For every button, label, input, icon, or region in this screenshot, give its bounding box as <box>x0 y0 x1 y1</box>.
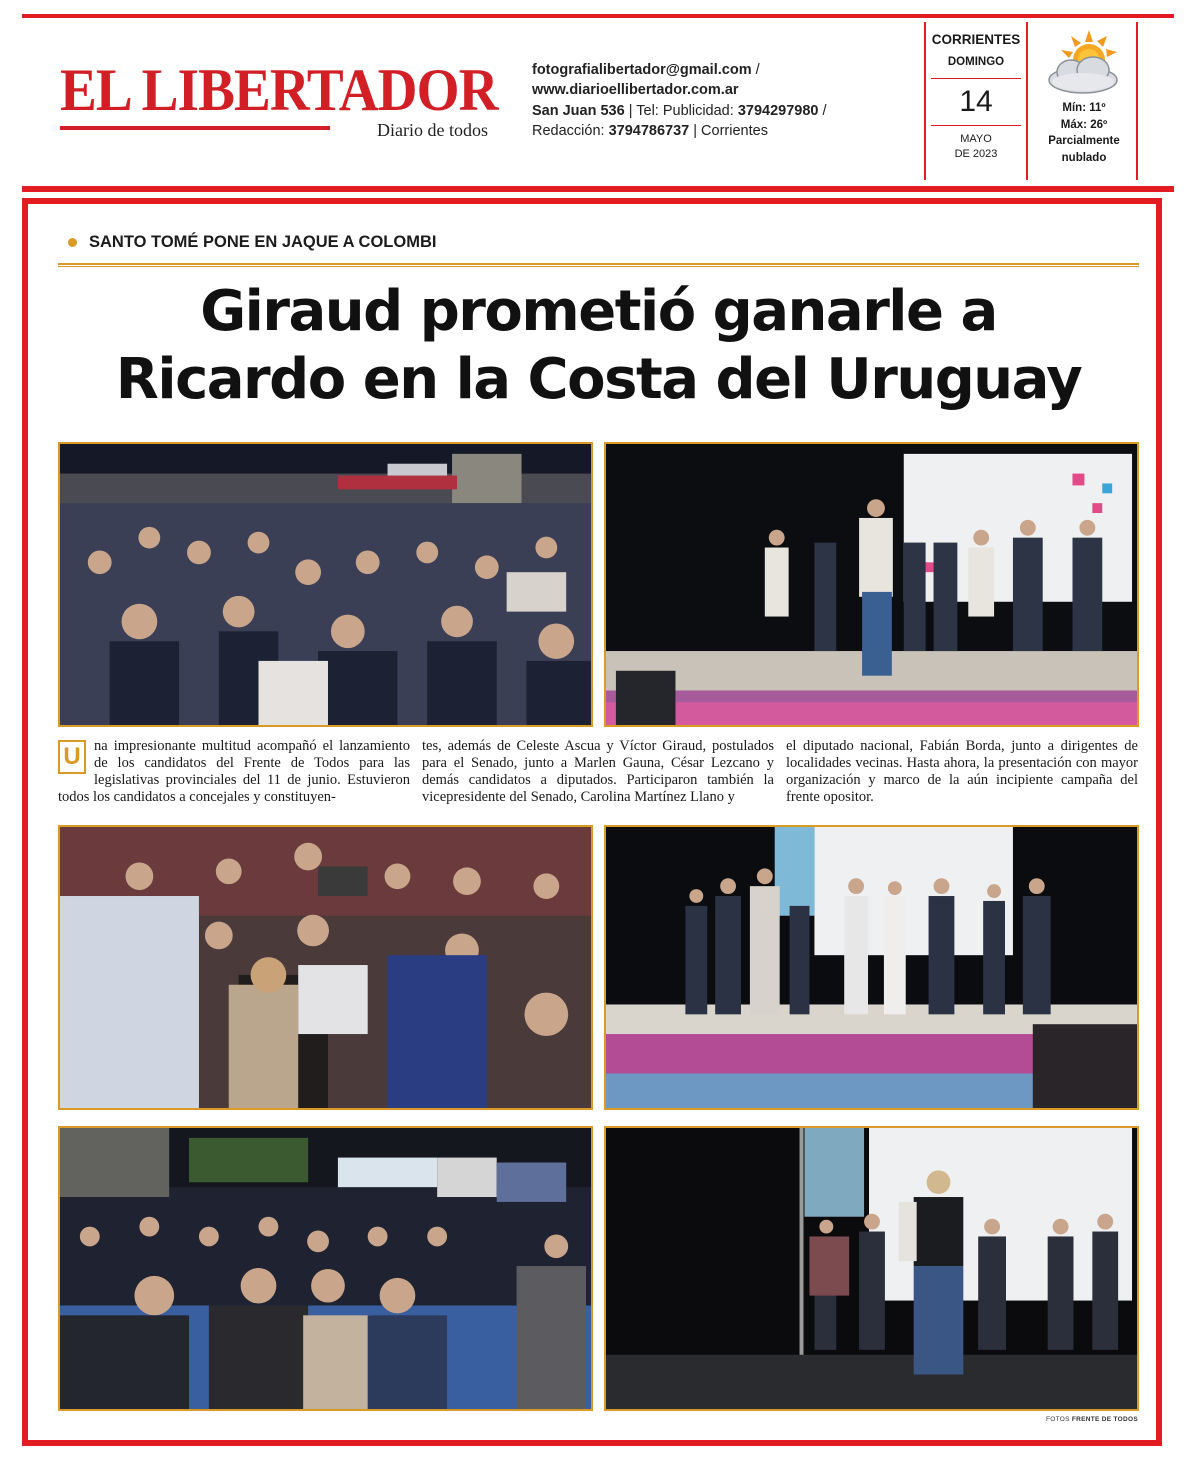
weather-condition-2: nublado <box>1061 152 1107 165</box>
photo-credit-name: FRENTE DE TODOS <box>1071 1416 1138 1423</box>
stage-applause-image <box>606 827 1137 1108</box>
photo-stage-candidates[interactable] <box>604 442 1139 727</box>
date-day-box <box>931 78 1021 126</box>
photo-credit <box>1046 1416 1138 1423</box>
contact-separator: / <box>818 102 827 119</box>
contact-info <box>532 60 827 141</box>
contact-city: | Corrientes <box>689 122 768 139</box>
kicker-rule <box>58 263 1139 267</box>
article-headline[interactable] <box>58 278 1139 414</box>
photo-stage-celebration[interactable] <box>604 1126 1139 1411</box>
masthead <box>22 22 1174 184</box>
photo-crowd-greeting[interactable] <box>58 825 593 1110</box>
headline-line-1: Giraud prometió ganarle a <box>200 279 997 344</box>
contact-separator: / <box>751 62 760 78</box>
contact-tel-label: | Tel: Publicidad: <box>624 102 738 119</box>
photo-credit-prefix: FOTOS <box>1045 1416 1072 1423</box>
weather-box <box>1032 22 1138 180</box>
contact-redaccion-label: Redacción: <box>532 122 609 139</box>
weather-min: Mín: 11º <box>1062 102 1106 114</box>
contact-website[interactable]: www.diarioellibertador.com.ar <box>532 82 739 99</box>
contact-email[interactable]: fotografialibertador@gmail.com <box>532 62 752 78</box>
logo-tagline: Diario de todos <box>377 120 488 140</box>
date-month: MAYO <box>960 133 992 145</box>
weather-condition: Parcialmente <box>1048 135 1120 148</box>
partly-cloudy-icon <box>1041 28 1127 98</box>
stage-candidates-image <box>606 444 1137 725</box>
photo-crowd-rally[interactable] <box>58 442 593 727</box>
newspaper-logo[interactable] <box>60 57 498 140</box>
contact-address: San Juan 536 <box>532 102 625 119</box>
date-box <box>924 22 1028 180</box>
photo-seated-audience[interactable] <box>58 1126 593 1411</box>
logo-underline <box>60 126 330 130</box>
article-body <box>58 738 1139 814</box>
crowd-rally-image <box>60 444 591 725</box>
article-column-1 <box>58 738 410 806</box>
bullet-icon <box>68 238 77 247</box>
contact-tel-redaccion: 3794786737 <box>608 122 690 139</box>
date-day-of-week: DOMINGO <box>947 56 1005 68</box>
article-kicker <box>68 233 436 252</box>
photo-stage-applause[interactable] <box>604 825 1139 1110</box>
contact-tel-publicidad: 3794297980 <box>737 102 819 119</box>
crowd-greeting-image <box>60 827 591 1108</box>
headline-line-2: Ricardo en la Costa del Uruguay <box>115 347 1082 412</box>
date-year: DE 2023 <box>954 147 998 160</box>
kicker-text: SANTO TOMÉ PONE EN JAQUE A COLOMBI <box>89 233 437 251</box>
weather-details <box>1032 100 1136 167</box>
article-column-2: tes, además de Celeste Ascua y Víctor Giraud, postulados para el Senado, junto a Marlen Gauna, César Lezcano y demás candidatos a diputados. Participaron también la vicepresidente del Senado, Carolina Martínez Llano y <box>422 738 774 805</box>
date-day: 14 <box>959 85 993 118</box>
stage-celebration-image <box>606 1128 1137 1409</box>
seated-audience-image <box>60 1128 591 1409</box>
masthead-bottom-rule <box>22 186 1174 192</box>
logo-name: EL LIBERTADOR <box>60 57 498 123</box>
drop-cap: U <box>58 740 86 774</box>
weather-max: Máx: 26º <box>1060 118 1108 131</box>
top-rule <box>22 14 1174 18</box>
column-1-text: na impresionante multitud acompañó el lanzamiento de los candidatos del Frente de Todos para las legislativas provinciales del 11 de junio. Estuvieron todos los candidatos a concejales y constituyen- <box>58 738 410 805</box>
date-city: CORRIENTES <box>931 32 1021 47</box>
article-column-3: el diputado nacional, Fabián Borda, junto a dirigentes de localidades vecinas. Hasta ahora, la presentación con mayor organización y marco de la aún incipiente campaña del frente opositor. <box>786 738 1138 805</box>
